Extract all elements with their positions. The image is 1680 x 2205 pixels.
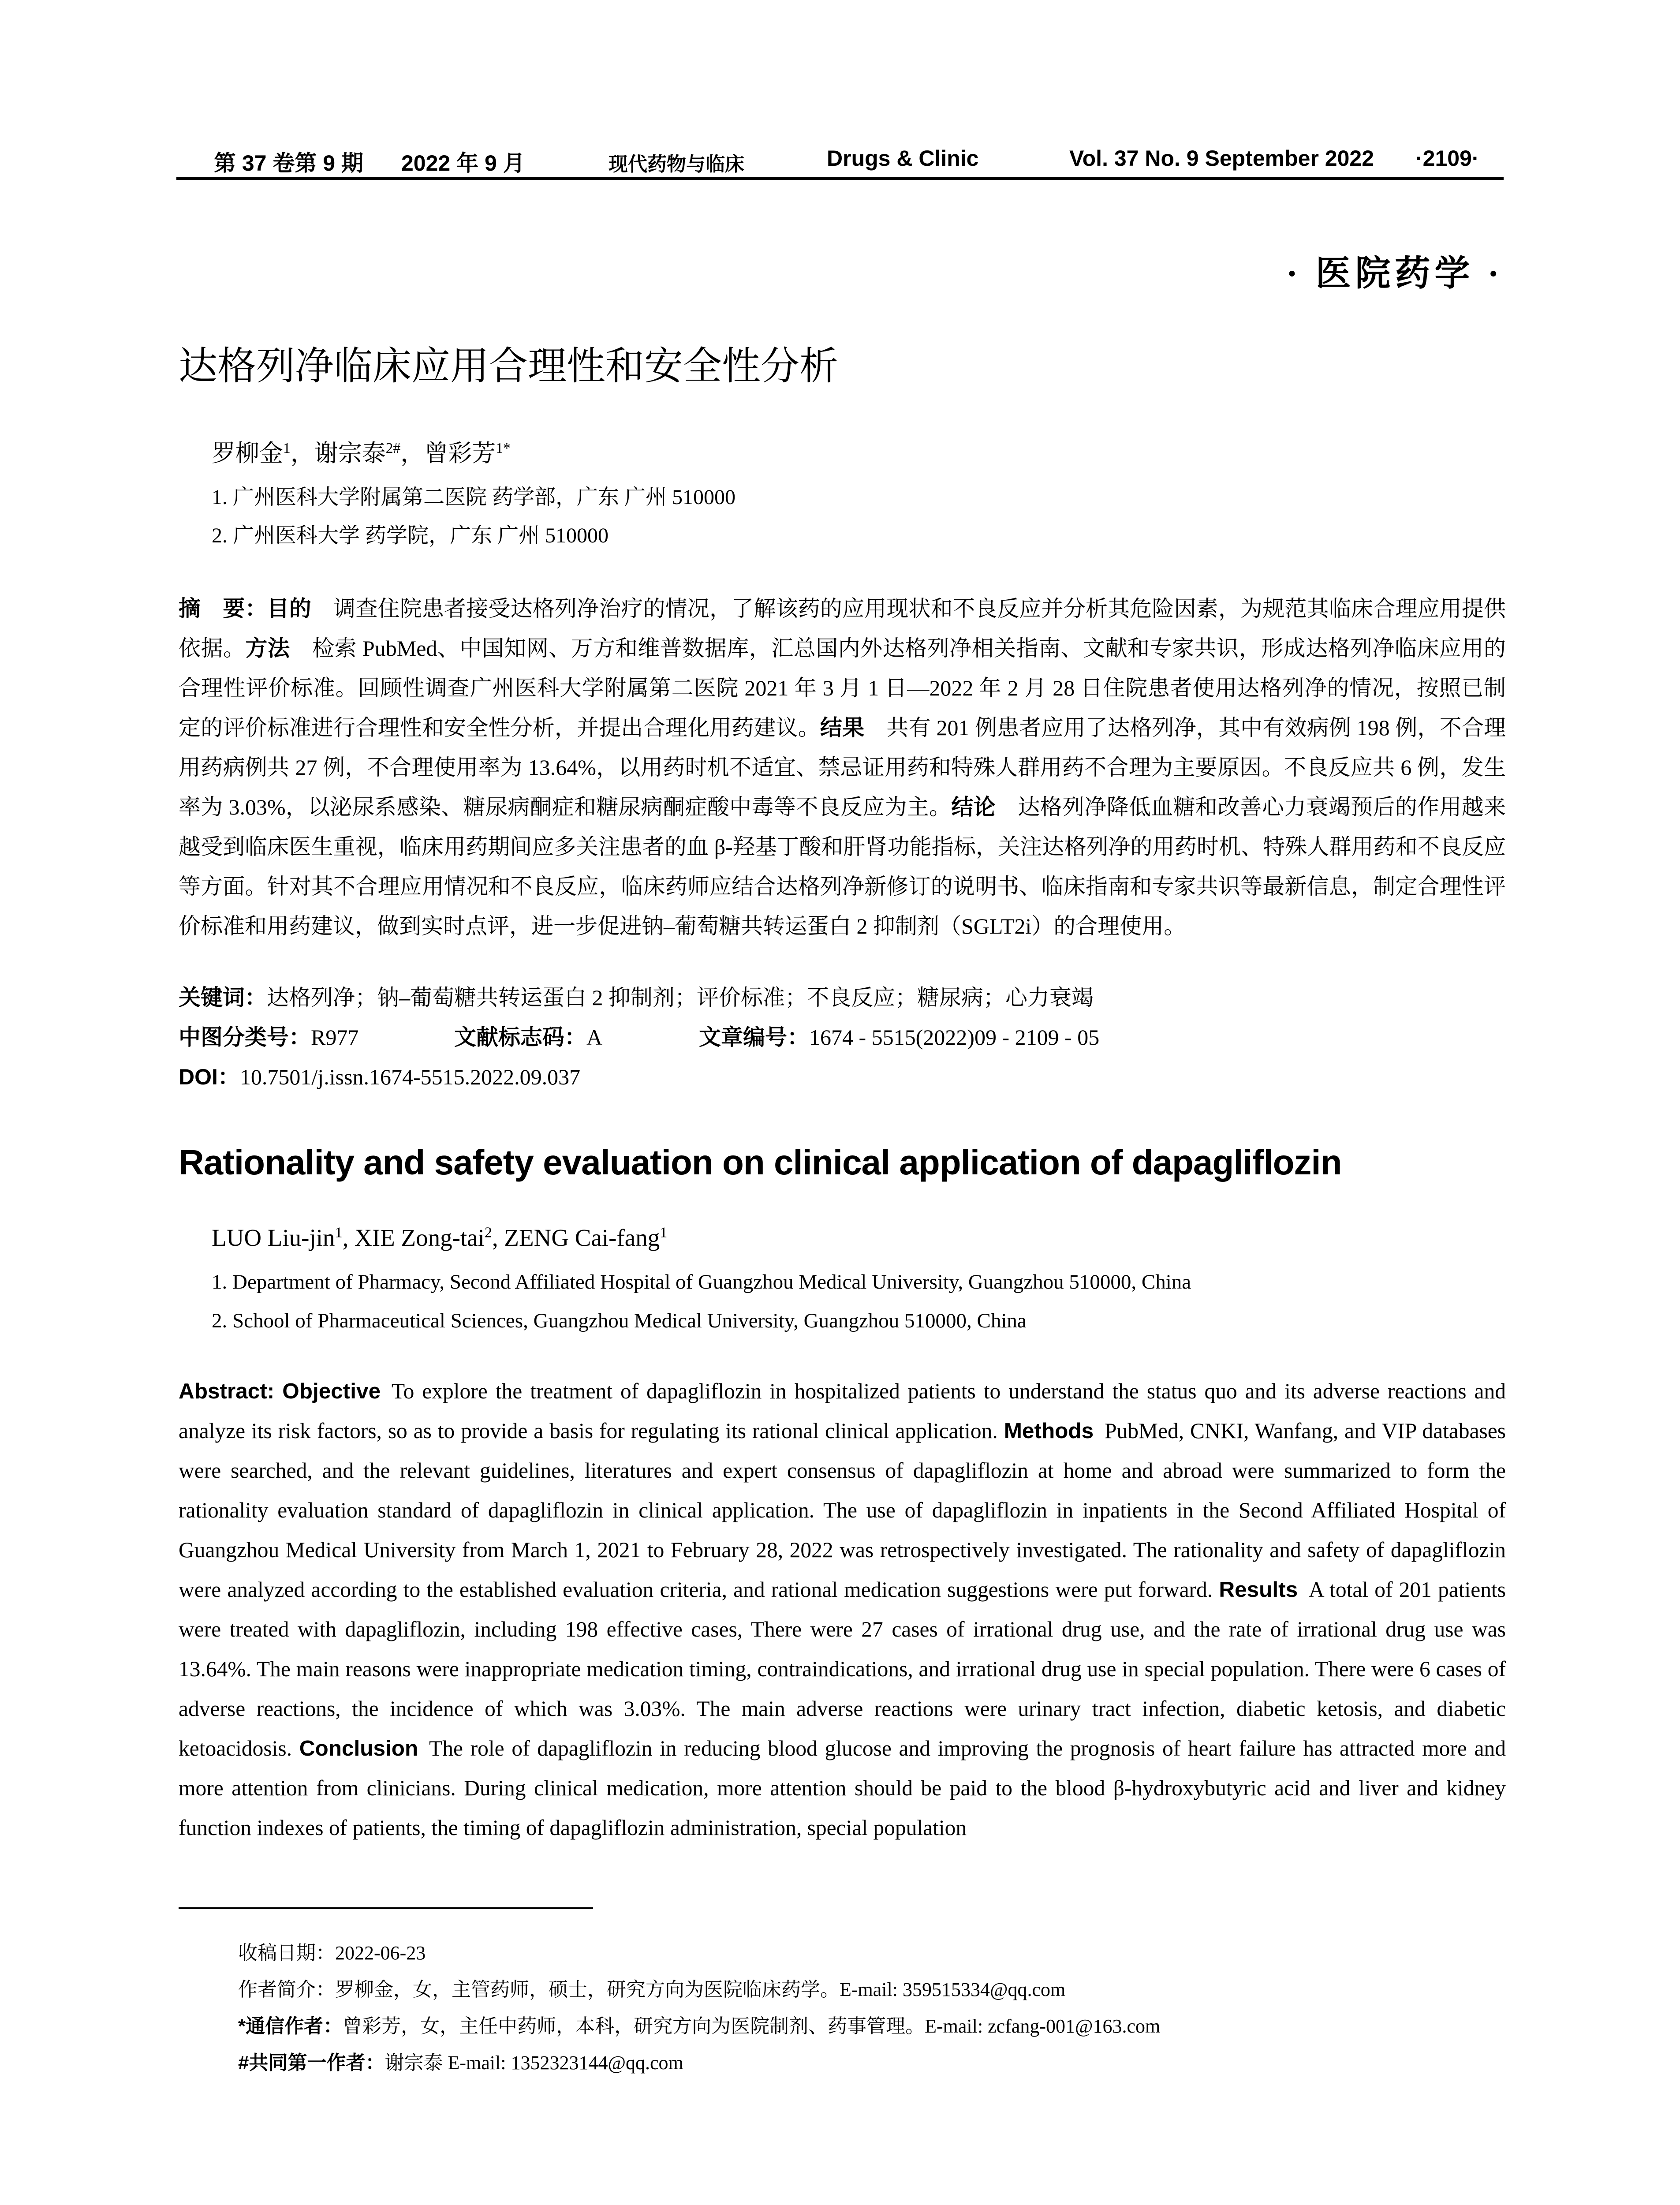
footnote-author-bio (238, 1973, 1065, 2002)
author-en-3: ZENG Cai-fang (504, 1224, 660, 1251)
received-value: 2022-06-23 (335, 1942, 426, 1964)
footnote-cofirst (238, 2047, 683, 2075)
keywords-cn-value: 达格列净；钠–葡萄糖共转运蛋白 2 抑制剂；评价标准；不良反应；糖尿病；心力衰竭 (267, 985, 1094, 1010)
header-page-number: ·2109· (1415, 146, 1479, 171)
doi-line (179, 1059, 580, 1091)
author-bio-value: 罗柳金，女，主管药师，硕士，研究方向为医院临床药学。E-mail: 359515334@qq.com (335, 1979, 1066, 2000)
cofirst-label: #共同第一作者： (238, 2052, 385, 2074)
article-no-value: 1674 - 5515(2022)09 - 2109 - 05 (809, 1025, 1100, 1050)
header-journal-cn: 现代药物与临床 (609, 153, 744, 176)
results-en-text: A total of 201 patients were treated with dapagliflozin, including 198 effective cases, There were 27 cases of irrational drug use, and the rate of irrational drug use was 13.64%. The main reasons were inappropriate medication timing, contraindications, and irrational drug use in special population. There were 6 cases of adverse reactions, the incidence of which was 3.03%. The main adverse reactions were urinary tract infection, diabetic ketosis, and diabetic ketoacidosis. (179, 1577, 1506, 1760)
affiliation-cn-1: 1. 广州医科大学附属第二医院 药学部，广东 广州 510000 (212, 486, 736, 509)
author-en-3-sup: 1 (660, 1224, 668, 1241)
author-en-1: LUO Liu-jin (212, 1224, 335, 1251)
affiliation-en-2: 2. School of Pharmaceutical Sciences, Guangzhou Medical University, Guangzhou 510000, China (212, 1309, 1027, 1332)
methods-cn-text: 检索 PubMed、中国知网、万方和维普数据库，汇总国内外达格列净相关指南、文献和专家共识，形成达格列净临床应用的合理性评价标准。回顾性调查广州医科大学附属第二医院 2021 年 3 月 1 日—2022 年 2 月 28 日住院患者使用达格列净的情况，按照已制定的评价标准进行合理性和安全性分析，并提出合理化用药建议。 (179, 636, 1506, 740)
doc-code-label: 文献标志码： (454, 1025, 586, 1050)
footnote-corresponding (238, 2010, 1160, 2038)
author-sep: ， (400, 440, 425, 467)
results-cn-label: 结果 (820, 715, 865, 740)
authors-en (212, 1224, 667, 1252)
methods-en-label: Methods (1004, 1419, 1094, 1443)
footnote-received (238, 1937, 426, 1965)
header-volume-cn: 第 37 卷第 9 期 (214, 151, 363, 176)
author-cn-1: 罗柳金 (212, 440, 283, 467)
affiliation-en-1: 1. Department of Pharmacy, Second Affiliated Hospital of Guangzhou Medical University, Guangzhou 510000, China (212, 1271, 1191, 1293)
authors-cn (212, 434, 511, 468)
objective-cn-label: 目的 (267, 596, 312, 621)
author-cn-2: 谢宗泰 (314, 440, 386, 467)
header-journal-en: Drugs & Clinic (827, 146, 979, 171)
results-en-label: Results (1219, 1577, 1298, 1602)
author-bio-label: 作者简介： (238, 1979, 335, 2000)
conclusion-cn-text: 达格列净降低血糖和改善心力衰竭预后的作用越来越受到临床医生重视，临床用药期间应多关注患者的血 β-羟基丁酸和肝肾功能指标，关注达格列净的用药时机、特殊人群用药和不良反应等方面。针对其不合理应用情况和不良反应，临床药师应结合达格列净新修订的说明书、临床指南和专家共识等最新信息，制定合理性评价标准和用药建议，做到实时点评，进一步促进钠–葡萄糖共转运蛋白 2 抑制剂（SGLT2i）的合理使用。 (179, 795, 1506, 938)
results-cn-text: 共有 201 例患者应用了达格列净，其中有效病例 198 例，不合理用药病例共 27 例，不合理使用率为 13.64%，以用药时机不适宜、禁忌证用药和特殊人群用药不合理为主要原因。不良反应共 6 例，发生率为 3.03%，以泌尿系感染、糖尿病酮症和糖尿病酮症酸中毒等不良反应为主。 (179, 715, 1506, 819)
objective-en-text: To explore the treatment of dapagliflozin in hospitalized patients to understand the status quo and its adverse reactions and analyze its risk factors, so as to provide a basis for regulating its rational clinical application. (179, 1379, 1506, 1443)
corresponding-value: 曾彩芳，女，主任中药师，本科，研究方向为医院制剂、药事管理。E-mail: zcfang-001@163.com (343, 2015, 1161, 2037)
doi-label: DOI： (179, 1065, 240, 1089)
keywords-cn-label: 关键词： (179, 985, 267, 1010)
classification-line (179, 1020, 1501, 1050)
corresponding-label: *通信作者： (238, 2015, 343, 2037)
clc-value: R977 (311, 1025, 359, 1050)
footnote-rule (179, 1907, 593, 1909)
methods-cn-label: 方法 (245, 636, 290, 661)
author-cn-2-sup: 2# (385, 440, 401, 456)
header-date-cn: 2022 年 9 月 (401, 151, 525, 176)
abstract-en-label: Abstract: (179, 1379, 275, 1403)
author-en-2-sup: 2 (484, 1224, 492, 1241)
author-cn-3: 曾彩芳 (424, 440, 496, 467)
abstract-cn-label: 摘 要： (179, 596, 267, 621)
author-en-2: XIE Zong-tai (355, 1224, 485, 1251)
conclusion-cn-label: 结论 (951, 795, 996, 819)
received-label: 收稿日期： (238, 1942, 335, 1964)
header-rule (176, 177, 1504, 180)
conclusion-en-text: The role of dapagliflozin in reducing blood glucose and improving the prognosis of heart failure has attracted more and more attention from clinicians. During clinical medication, more attention should be paid to the blood β-hydroxybutyric acid and liver and kidney function indexes of patients, the timing of dapagliflozin administration, special population (179, 1736, 1506, 1840)
author-cn-1-sup: 1 (283, 440, 291, 456)
objective-cn-text: 调查住院患者接受达格列净治疗的情况，了解该药的应用现状和不良反应并分析其危险因素，为规范其临床合理应用提供依据。 (179, 596, 1506, 661)
doc-code-value: A (586, 1025, 603, 1050)
author-cn-3-sup: 1* (496, 440, 511, 456)
title-cn: 达格列净临床应用合理性和安全性分析 (179, 344, 839, 388)
author-en-sep: , (492, 1224, 504, 1251)
doi-value: 10.7501/j.issn.1674-5515.2022.09.037 (239, 1065, 581, 1089)
objective-en-label: Objective (282, 1379, 381, 1403)
header-volume-en: Vol. 37 No. 9 September 2022 (1069, 146, 1374, 171)
cofirst-value: 谢宗泰 E-mail: 1352323144@qq.com (385, 2052, 683, 2074)
title-en: Rationality and safety evaluation on clinical application of dapagliflozin (179, 1143, 1342, 1182)
keywords-cn (179, 980, 1094, 1012)
affiliation-cn-2: 2. 广州医科大学 药学院，广东 广州 510000 (212, 524, 609, 547)
author-sep: ， (290, 440, 314, 467)
abstract-cn (179, 589, 1506, 946)
author-en-1-sup: 1 (335, 1224, 343, 1241)
conclusion-en-label: Conclusion (299, 1736, 418, 1760)
abstract-en (179, 1372, 1506, 1848)
clc-label: 中图分类号： (179, 1025, 311, 1050)
methods-en-text: PubMed, CNKI, Wanfang, and VIP databases were searched, and the relevant guidelines, literatures and expert consensus of dapagliflozin at home and abroad were summarized to form the rationality evaluation standard of dapagliflozin in clinical application. The use of dapagliflozin in inpatients in the Second Affiliated Hospital of Guangzhou Medical University from March 1, 2021 to February 28, 2022 was retrospectively investigated. The rationality and safety of dapagliflozin were analyzed according to the established evaluation criteria, and rational medication suggestions were put forward. (179, 1419, 1506, 1602)
section-label: · 医院药学 · (1286, 254, 1504, 293)
author-en-sep: , (342, 1224, 355, 1251)
article-no-label: 文章编号： (699, 1025, 809, 1050)
running-header (176, 140, 1504, 180)
